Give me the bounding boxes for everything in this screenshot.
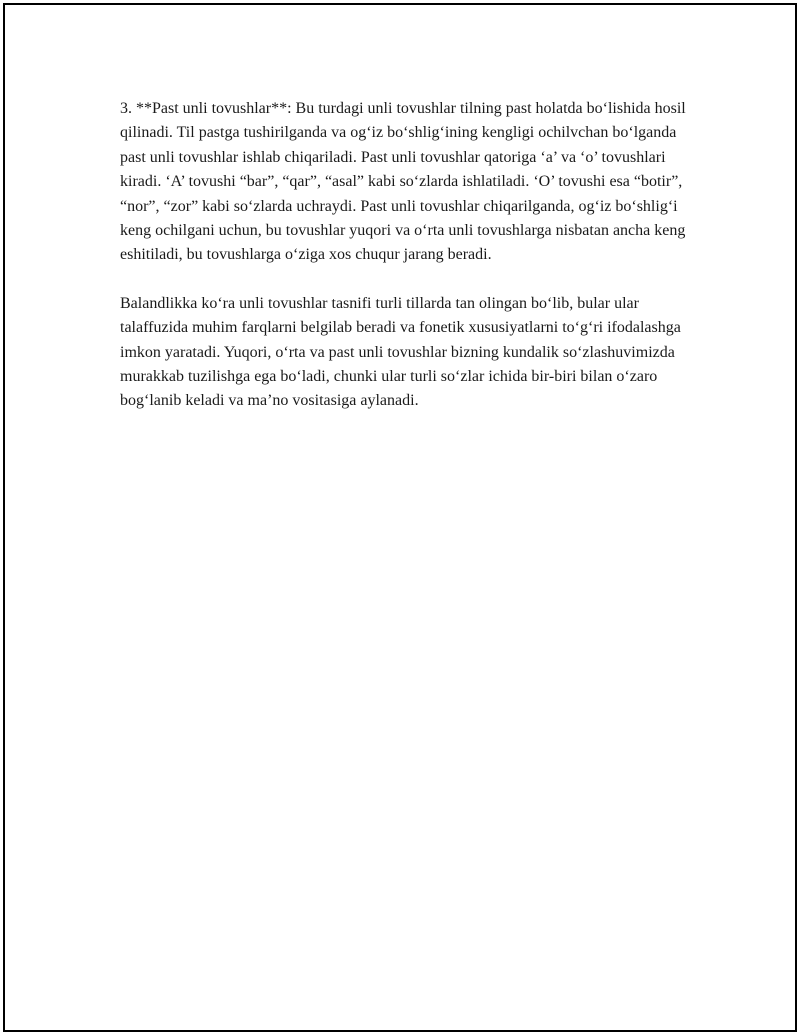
paragraph-past-unli-tovushlar: 3. **Past unli tovushlar**: Bu turdagi unli tovushlar tilning past holatda bo‘lishida hosil qilinadi. Til pastga tushirilganda va og‘iz bo‘shlig‘ining kengligi ochilvchan bo‘lganda past unli tovushlar ishlab chiqariladi. Past unli tovushlar qatoriga ‘a’ va ‘o’ tovushlari kiradi. ‘A’ tovushi “bar”, “qar”, “asal” kabi so‘zlarda ishlatiladi. ‘O’ tovushi esa “botir”, “nor”, “zor” kabi so‘zlarda uchraydi. Past unli tovushlar chiqarilganda, og‘iz bo‘shlig‘i keng ochilgani uchun, bu tovushlar yuqori va o‘rta unli tovushlarga nisbatan ancha keng eshitiladi, bu tovushlarga o‘ziga xos chuqur jarang beradi. bbox=[120, 100, 686, 264]
document-body bbox=[120, 97, 695, 438]
paragraph-balandlikka-kora: Balandlikka ko‘ra unli tovushlar tasnifi turli tillarda tan olingan bo‘lib, bular ular talaffuzida muhim farqlarni belgilab beradi va fonetik xususiyatlarni to‘g‘ri ifodalashga imkon yaratadi. Yuqori, o‘rta va past unli tovushlar bizning kundalik so‘zlashuvimizda murakkab tuzilishga ega bo‘ladi, chunki ular turli so‘zlar ichida bir-biri bilan o‘zaro bog‘lanib keladi va ma’no vositasiga aylanadi. bbox=[120, 294, 681, 410]
document-page bbox=[3, 3, 797, 1032]
